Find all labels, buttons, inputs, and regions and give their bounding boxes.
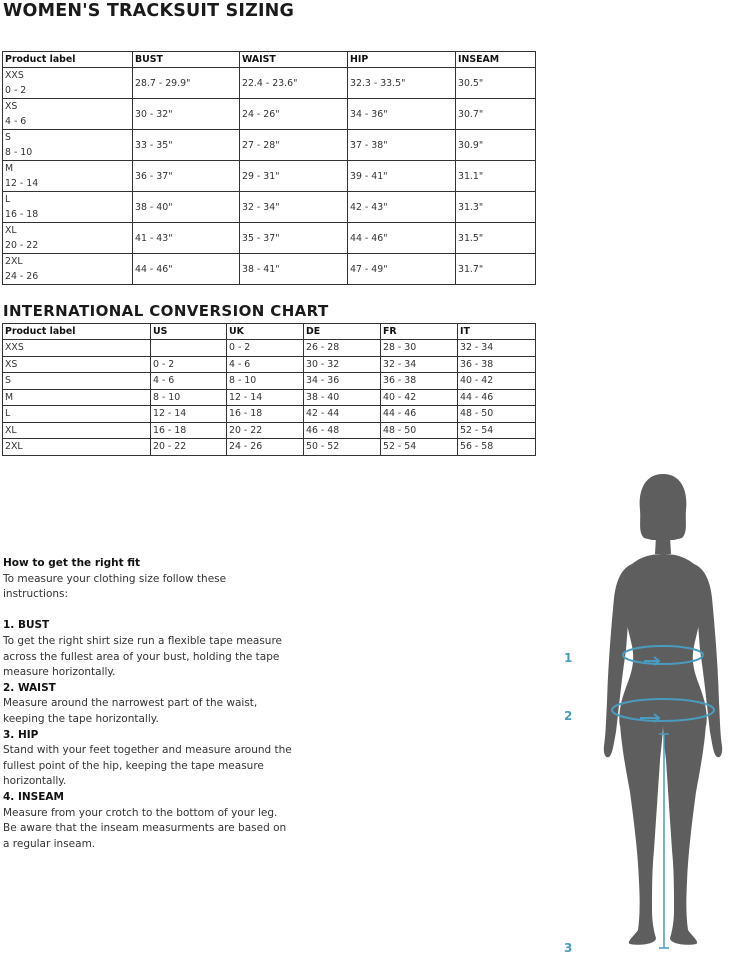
size-label-cell: XL (3, 422, 151, 439)
header-hip: HIP (348, 52, 456, 68)
marker-3-label: 3 (564, 941, 573, 955)
bust-cell: 33 - 35" (133, 130, 240, 161)
size-table-header-row (3, 52, 536, 68)
waist-cell: 27 - 28" (240, 130, 348, 161)
bust-cell: 44 - 46" (133, 254, 240, 285)
waist-cell: 38 - 41" (240, 254, 348, 285)
header-fr: FR (381, 324, 458, 340)
it-cell: 44 - 46 (458, 389, 536, 406)
uk-cell: 24 - 26 (227, 439, 304, 456)
fit-guide-intro: To measure your clothing size follow these instructions: (3, 572, 227, 601)
inseam-cell: 30.7" (456, 99, 536, 130)
size-label-cell (3, 99, 133, 130)
size-number-range: 20 - 22 (5, 240, 39, 251)
uk-cell: 20 - 22 (227, 422, 304, 439)
conversion-table-body (3, 340, 536, 456)
us-cell: 16 - 18 (151, 422, 227, 439)
bust-cell: 38 - 40" (133, 192, 240, 223)
size-label-cell (3, 68, 133, 99)
de-cell: 42 - 44 (304, 406, 381, 423)
fr-cell: 28 - 30 (381, 340, 458, 357)
size-row (3, 254, 536, 285)
us-cell (151, 340, 227, 357)
size-table (2, 51, 536, 285)
uk-cell: 8 - 10 (227, 373, 304, 390)
waist-cell: 22.4 - 23.6" (240, 68, 348, 99)
hip-section-text: Stand with your feet together and measure around the fullest point of the hip, keeping the tape measure horizontally. (3, 744, 292, 788)
size-label: M (5, 163, 14, 174)
de-cell: 30 - 32 (304, 356, 381, 373)
conversion-row (3, 356, 536, 373)
waist-section-title: 2. WAIST (3, 681, 56, 694)
uk-cell: 0 - 2 (227, 340, 304, 357)
bust-section-title: 1. BUST (3, 619, 50, 632)
de-cell: 26 - 28 (304, 340, 381, 357)
hip-section-title: 3. HIP (3, 728, 39, 741)
conversion-row (3, 389, 536, 406)
size-number-range: 12 - 14 (5, 178, 39, 189)
inseam-cell: 31.5" (456, 223, 536, 254)
de-cell: 50 - 52 (304, 439, 381, 456)
size-label: S (5, 132, 11, 143)
size-label: XS (5, 101, 18, 112)
size-row (3, 223, 536, 254)
marker-1-label: 1 (564, 651, 573, 665)
waist-cell: 32 - 34" (240, 192, 348, 223)
bust-cell: 28.7 - 29.9" (133, 68, 240, 99)
header-de: DE (304, 324, 381, 340)
size-label-cell: 2XL (3, 439, 151, 456)
header-product-label: Product label (3, 324, 151, 340)
it-cell: 48 - 50 (458, 406, 536, 423)
fr-cell: 48 - 50 (381, 422, 458, 439)
inseam-cell: 30.9" (456, 130, 536, 161)
uk-cell: 16 - 18 (227, 406, 304, 423)
size-label-cell (3, 161, 133, 192)
size-number-range: 4 - 6 (5, 116, 27, 127)
size-label: XL (5, 225, 17, 236)
size-row (3, 130, 536, 161)
size-number-range: 24 - 26 (5, 271, 39, 282)
it-cell: 40 - 42 (458, 373, 536, 390)
conversion-row (3, 422, 536, 439)
de-cell: 38 - 40 (304, 389, 381, 406)
inseam-cell: 31.7" (456, 254, 536, 285)
size-number-range: 8 - 10 (5, 147, 33, 158)
inseam-cell: 31.1" (456, 161, 536, 192)
conversion-row (3, 340, 536, 357)
size-label-cell: L (3, 406, 151, 423)
us-cell: 4 - 6 (151, 373, 227, 390)
hip-cell: 37 - 38" (348, 130, 456, 161)
conversion-table-header-row (3, 324, 536, 340)
bust-cell: 36 - 37" (133, 161, 240, 192)
fit-guide-heading: How to get the right fit (3, 557, 141, 569)
it-cell: 32 - 34 (458, 340, 536, 357)
header-uk: UK (227, 324, 304, 340)
inseam-cell: 30.5" (456, 68, 536, 99)
conversion-row (3, 373, 536, 390)
hip-cell: 47 - 49" (348, 254, 456, 285)
size-table-body (3, 68, 536, 285)
fr-cell: 52 - 54 (381, 439, 458, 456)
waist-cell: 29 - 31" (240, 161, 348, 192)
us-cell: 0 - 2 (151, 356, 227, 373)
fr-cell: 40 - 42 (381, 389, 458, 406)
header-it: IT (458, 324, 536, 340)
bust-cell: 41 - 43" (133, 223, 240, 254)
size-label: 2XL (5, 256, 23, 267)
hip-cell: 34 - 36" (348, 99, 456, 130)
size-number-range: 16 - 18 (5, 209, 39, 220)
size-label-cell: XXS (3, 340, 151, 357)
inseam-cell: 31.3" (456, 192, 536, 223)
header-waist: WAIST (240, 52, 348, 68)
conversion-table (2, 323, 536, 456)
hip-cell: 32.3 - 33.5" (348, 68, 456, 99)
it-cell: 52 - 54 (458, 422, 536, 439)
us-cell: 12 - 14 (151, 406, 227, 423)
size-label-cell (3, 223, 133, 254)
size-label-cell: XS (3, 356, 151, 373)
header-us: US (151, 324, 227, 340)
size-label: L (5, 194, 11, 205)
waist-cell: 24 - 26" (240, 99, 348, 130)
it-cell: 36 - 38 (458, 356, 536, 373)
size-row (3, 161, 536, 192)
woman-silhouette (604, 474, 722, 945)
conversion-row (3, 439, 536, 456)
size-label-cell: M (3, 389, 151, 406)
fit-guide (3, 556, 293, 852)
inseam-section-title: 4. INSEAM (3, 790, 64, 803)
bust-cell: 30 - 32" (133, 99, 240, 130)
uk-cell: 4 - 6 (227, 356, 304, 373)
waist-section-text: Measure around the narrowest part of the waist, keeping the tape horizontally. (3, 697, 258, 725)
page-title: WOMEN'S TRACKSUIT SIZING (3, 1, 295, 21)
hip-cell: 39 - 41" (348, 161, 456, 192)
conversion-row (3, 406, 536, 423)
marker-2-label: 2 (564, 709, 573, 723)
header-inseam: INSEAM (456, 52, 536, 68)
inseam-section-text: Measure from your crotch to the bottom of your leg. Be aware that the inseam measurments are based on a regular inseam. (3, 806, 287, 850)
size-row (3, 68, 536, 99)
bust-section-text: To get the right shirt size run a flexible tape measure across the fullest area of your bust, holding the tape measure horizontally. (3, 634, 283, 679)
us-cell: 20 - 22 (151, 439, 227, 456)
de-cell: 46 - 48 (304, 422, 381, 439)
header-product-label: Product label (3, 52, 133, 68)
size-label-cell (3, 254, 133, 285)
header-bust: BUST (133, 52, 240, 68)
size-row (3, 192, 536, 223)
us-cell: 8 - 10 (151, 389, 227, 406)
body-measurement-figure (560, 470, 740, 960)
size-label: XXS (5, 70, 24, 81)
size-label-cell (3, 130, 133, 161)
it-cell: 56 - 58 (458, 439, 536, 456)
size-label-cell: S (3, 373, 151, 390)
fr-cell: 36 - 38 (381, 373, 458, 390)
uk-cell: 12 - 14 (227, 389, 304, 406)
waist-cell: 35 - 37" (240, 223, 348, 254)
fr-cell: 44 - 46 (381, 406, 458, 423)
size-number-range: 0 - 2 (5, 85, 27, 96)
hip-cell: 44 - 46" (348, 223, 456, 254)
size-row (3, 99, 536, 130)
conversion-title: INTERNATIONAL CONVERSION CHART (3, 302, 329, 320)
size-label-cell (3, 192, 133, 223)
fr-cell: 32 - 34 (381, 356, 458, 373)
hip-cell: 42 - 43" (348, 192, 456, 223)
de-cell: 34 - 36 (304, 373, 381, 390)
